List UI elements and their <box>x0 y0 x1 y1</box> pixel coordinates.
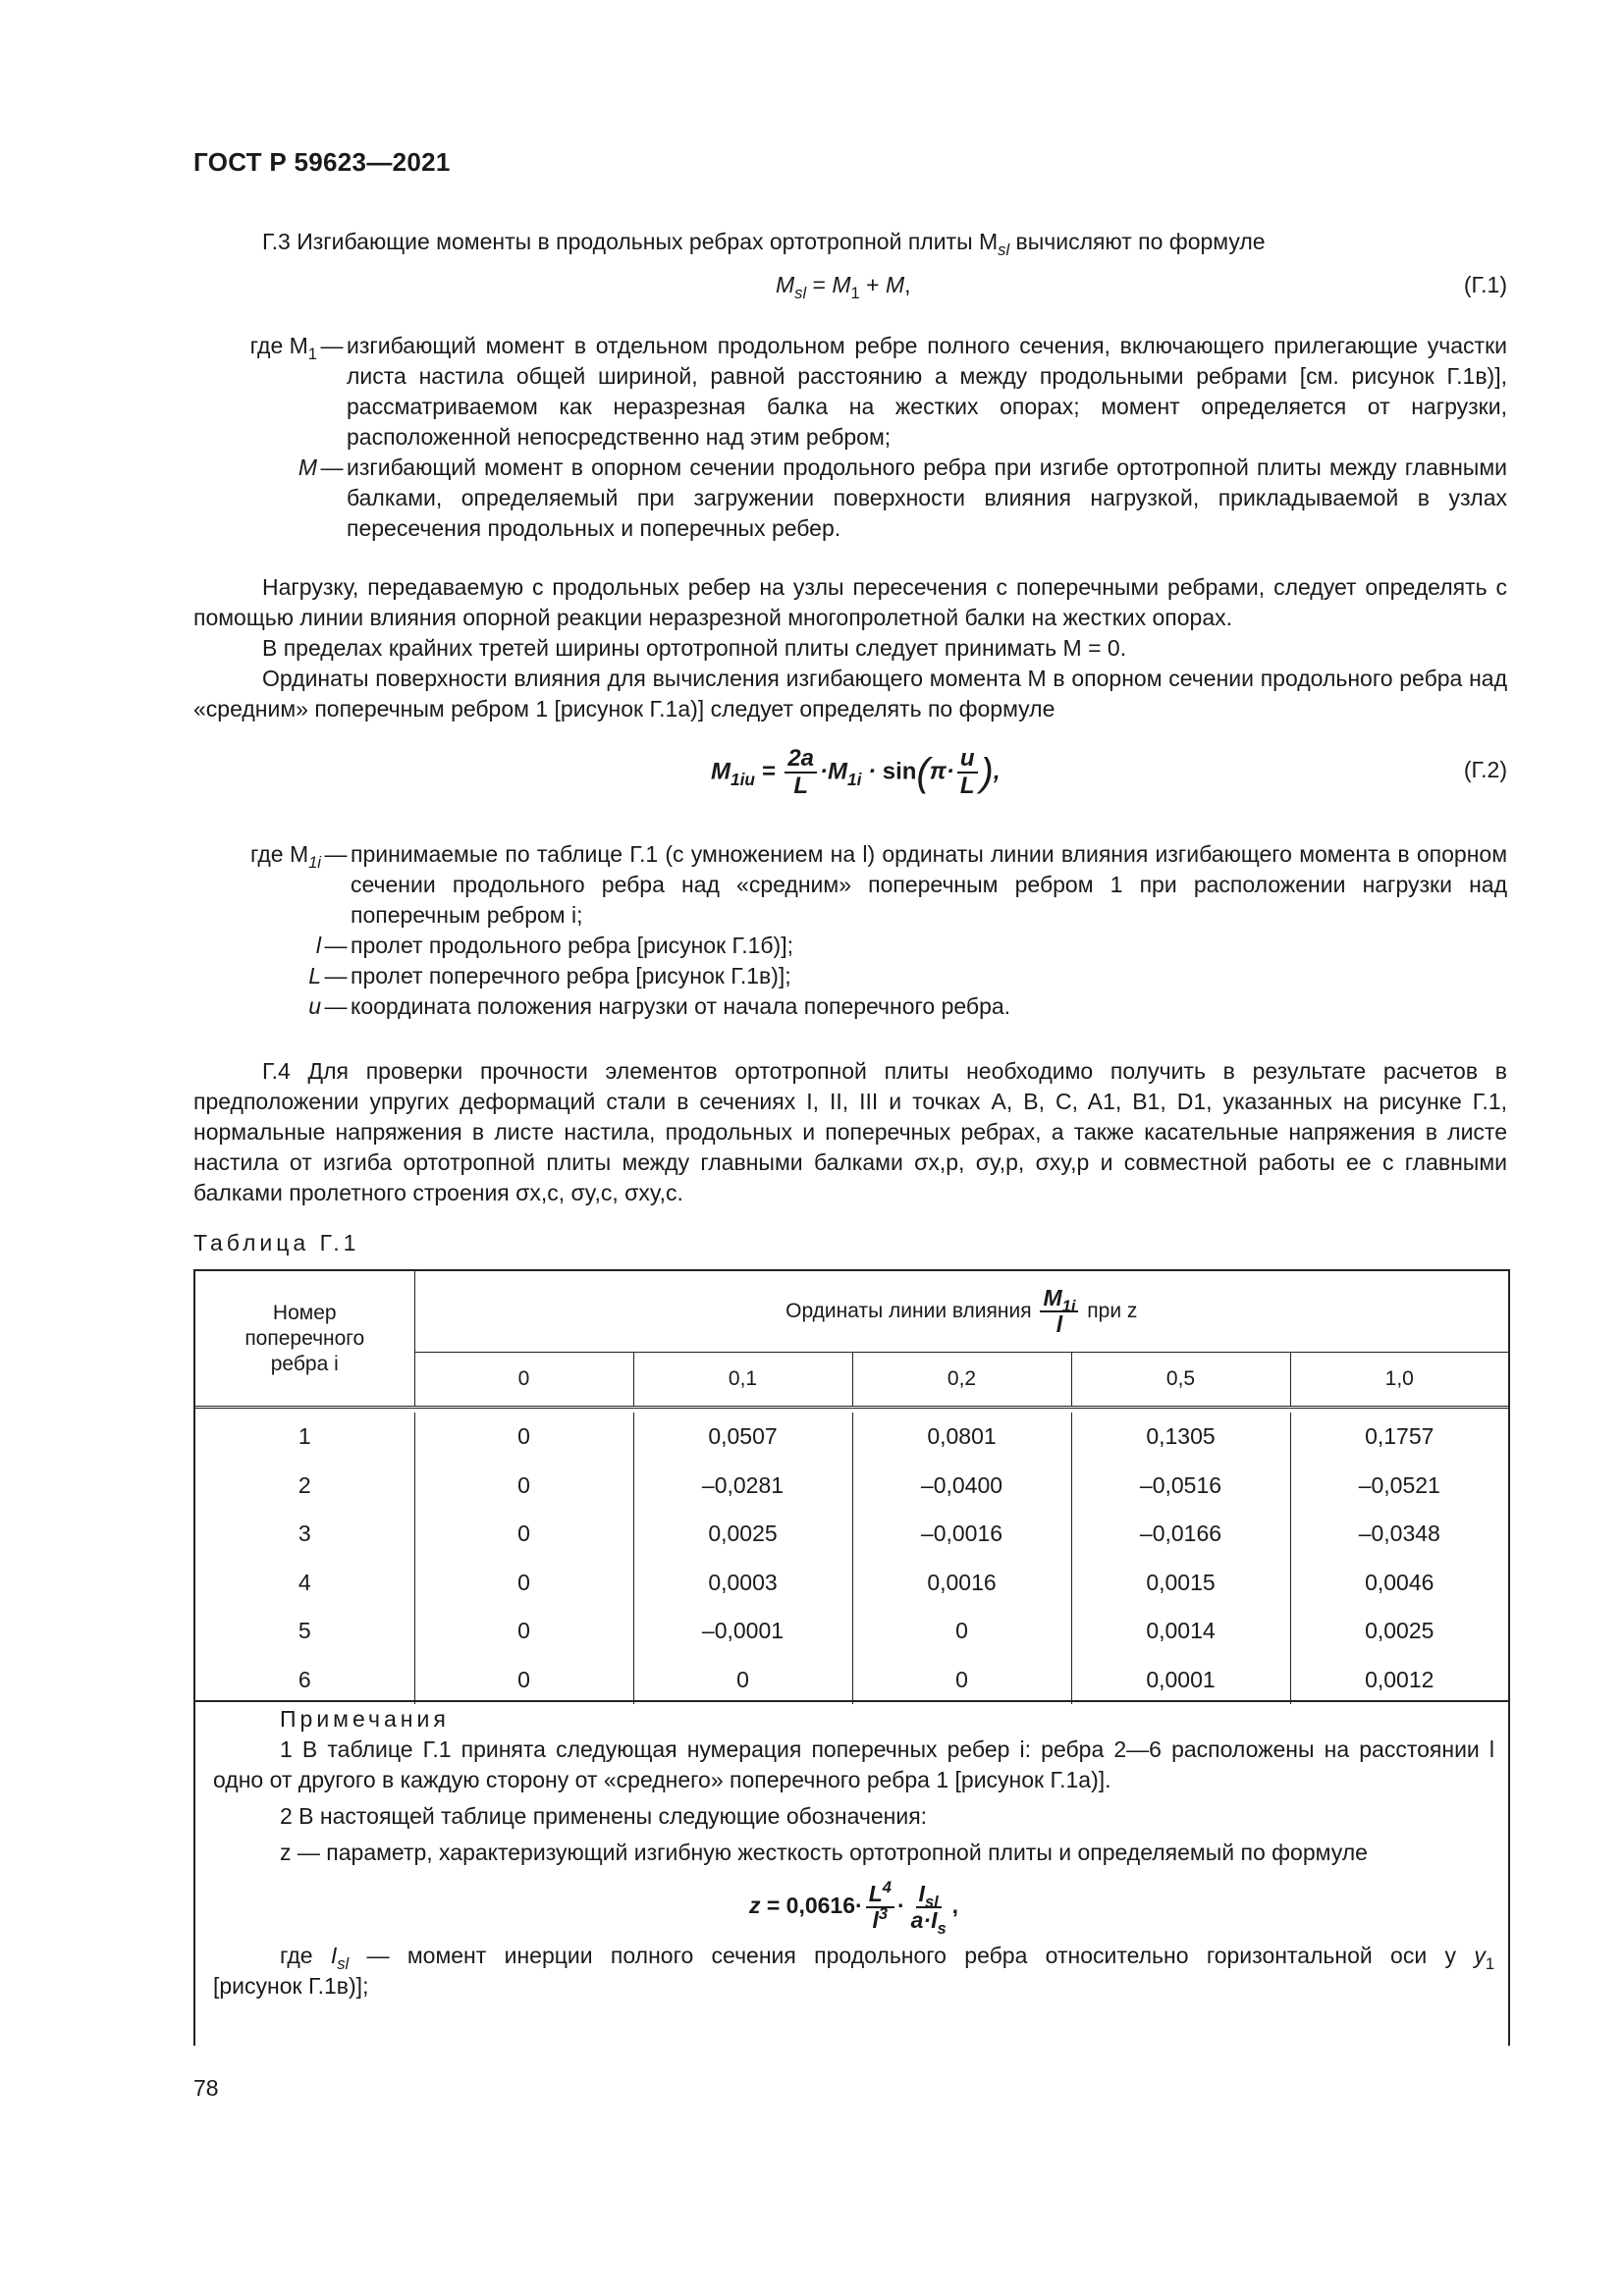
definition-text: пролет поперечного ребра [рисунок Г.1в)]; <box>351 963 791 988</box>
table-cell: 0 <box>852 1607 1071 1656</box>
table-cell: 0,0003 <box>633 1559 852 1608</box>
table-row <box>195 1607 1508 1656</box>
definition-text: координата положения нагрузки от начала поперечного ребра. <box>351 993 1011 1019</box>
table-cell: 0,0015 <box>1071 1559 1290 1608</box>
note-isl-definition-tail: [рисунок Г.1в)]; <box>213 1973 369 1999</box>
table-header-rib-number: Номер поперечного ребра i <box>195 1271 414 1408</box>
table-cell: 0 <box>852 1656 1071 1705</box>
notes-title: Примечания <box>280 1706 450 1732</box>
formula-g2: $M_{1iu}$ = $\frac{2a}{L}$ $\cdot M_{1i} \cdot \sin(\pi\cdot$ $\frac{u}{L}$ ), <box>711 745 1001 800</box>
table-cell: 1 <box>195 1413 414 1462</box>
table-cell: 0 <box>414 1607 633 1656</box>
section-g3-intro: Г.3 Изгибающие моменты в продольных ребрах ортотропной плиты $M_{sl}$ вычисляют по формуле <box>262 229 1266 259</box>
definition-symbol: где $M_{1i}$ <box>249 841 321 872</box>
table-cell: –0,0516 <box>1071 1462 1290 1511</box>
table-header-z-col: 0,5 <box>1071 1353 1290 1408</box>
definition-text: изгибающий момент в опорном сечении продольного ребра при изгибе ортотропной плиты между главными балками, определяемый при загружении поверхности влияния нагрузкой, прикладываемой в узлах пересечения продольных и поперечных ребер. <box>347 454 1507 541</box>
definition-symbol: u <box>308 993 321 1019</box>
table-cell: –0,0521 <box>1358 1471 1440 1498</box>
definition-list-g2 <box>193 839 1507 1022</box>
definition-symbol: L <box>308 963 321 988</box>
definition-list-g1 <box>193 331 1507 544</box>
table-cell: 0,0016 <box>852 1559 1071 1608</box>
definition-item: l — пролет продольного ребра [рисунок Г.1б)]; <box>193 931 1507 961</box>
definition-symbol: где $M_1$ <box>249 333 317 363</box>
table-cell: 0 <box>414 1559 633 1608</box>
table-cell: 6 <box>195 1656 414 1705</box>
table-cell: 0 <box>633 1656 852 1705</box>
table-cell: 0,0507 <box>633 1413 852 1462</box>
table-cell: 5 <box>195 1607 414 1656</box>
table-g1 <box>193 1269 1510 2046</box>
table-cell: 0,1757 <box>1365 1423 1435 1450</box>
table-cell: 0,0012 <box>1365 1666 1435 1692</box>
table-row <box>195 1510 1508 1559</box>
section-g4-paragraph: Г.4 Для проверки прочности элементов ортотропной плиты необходимо получить в результате расчетов в предположении упругих деформаций стали в сечениях I, II, III и точках A, B, C, A1, B1, D1, указанных на рисунке Г.1, нормальные напряжения в листе настила, продольных и поперечных ребрах, а также касательные напряжения в листе настила от изгиба ортотропной плиты между главными балками σx,p, σy,p, σxy,p и совместной работы ее с главными балками пролетного строения σx,c, σy,c, σxy,c. <box>193 1058 1507 1205</box>
table-cell: 0 <box>414 1656 633 1705</box>
equation-number-g2: (Г.2) <box>1463 757 1507 782</box>
definition-text: принимаемые по таблице Г.1 (с умножением на l) ординаты линии влияния изгибающего момента в опорном сечении продольного ребра над «средним» поперечным ребром 1 при расположении нагрузки над поперечным ребром i; <box>351 841 1507 928</box>
table-title: Таблица Г.1 <box>193 1230 360 1255</box>
table-header-z-col: 0,1 <box>633 1353 852 1408</box>
table-row <box>195 1462 1508 1511</box>
note-z-definition: z — параметр, характеризующий изгибную жесткость ортотропной плиты и определяемый по формуле <box>280 1840 1368 1865</box>
table-cell: 0 <box>414 1462 633 1511</box>
definition-text: пролет продольного ребра [рисунок Г.1б)]; <box>351 933 793 958</box>
table-cell: 0,0014 <box>1071 1607 1290 1656</box>
formula-z: z = 0,0616· $\frac{L^4}{l^3}$ · $\frac{I_{sl}}{a\cdot I_s}$ , <box>748 1877 959 1938</box>
table-row <box>195 1559 1508 1608</box>
table-header-z-col: 0 <box>414 1353 633 1408</box>
table-cell: 2 <box>195 1462 414 1511</box>
definition-symbol: l <box>315 933 321 958</box>
note-2: 2 В настоящей таблице применены следующие обозначения: <box>280 1803 928 1829</box>
formula-g1: $M_{sl} = M_1 + M$, <box>776 272 911 302</box>
table-cell: –0,0281 <box>633 1462 852 1511</box>
definition-item: M — изгибающий момент в опорном сечении продольного ребра при изгибе ортотропной плиты между главными балками, определяемый при загружении поверхности влияния нагрузкой, прикладываемой в узлах пересечения продольных и поперечных ребер. <box>193 453 1507 544</box>
table-cell: –0,0001 <box>633 1607 852 1656</box>
table-row <box>195 1656 1508 1705</box>
definition-text: изгибающий момент в отдельном продольном ребре полного сечения, включающего прилегающие участки листа настила общей шириной, равной расстоянию a между продольными ребрами [см. рисунок Г.1в)], рассматриваемом как неразрезная балка на жестких опорах; момент определяется от нагрузки, расположенной непосредственно над этим ребром; <box>347 333 1507 450</box>
definition-item: u — координата положения нагрузки от начала поперечного ребра. <box>193 991 1507 1022</box>
definition-item: где $M_1$ — изгибающий момент в отдельном продольном ребре полного сечения, включающего прилегающие участки листа настила общей шириной, равной расстоянию a между продольными ребрами [см. рисунок Г.1в)], рассматриваемом как неразрезная балка на жестких опорах; момент определяется от нагрузки, расположенной непосредственно над этим ребром; <box>193 331 1507 453</box>
paragraph-outer-thirds: В пределах крайних третей ширины ортотропной плиты следует принимать M = 0. <box>262 635 1127 661</box>
paragraph-ordinates: Ординаты поверхности влияния для вычисления изгибающего момента M в опорном сечении продольного ребра над «средним» поперечным ребром 1 [рисунок Г.1а)] следует определять по формуле <box>193 666 1507 721</box>
table-cell: –0,0400 <box>852 1462 1071 1511</box>
definition-symbol: M <box>298 454 317 480</box>
page-number: 78 <box>193 2075 219 2101</box>
table-cell: 0,0025 <box>633 1510 852 1559</box>
table-header-z-col: 0,2 <box>852 1353 1071 1408</box>
table-cell: –0,0348 <box>1358 1521 1440 1547</box>
table-g1-grid <box>195 1271 1508 1704</box>
table-cell: 0,1305 <box>1071 1413 1290 1462</box>
table-cell: 3 <box>195 1510 414 1559</box>
equation-number-g1: (Г.1) <box>1463 272 1507 297</box>
note-isl-definition: где $I_{sl}$ — момент инерции полного сечения продольного ребра относительно горизонтальной оси y $y_1$ <box>280 1943 1495 1973</box>
table-cell: –0,0166 <box>1071 1510 1290 1559</box>
table-cell: 0 <box>414 1413 633 1462</box>
table-cell: 4 <box>195 1559 414 1608</box>
definition-item: L — пролет поперечного ребра [рисунок Г.1в)]; <box>193 961 1507 991</box>
table-cell: 0,0801 <box>852 1413 1071 1462</box>
table-cell: –0,0016 <box>852 1510 1071 1559</box>
note-1: 1 В таблице Г.1 принята следующая нумерация поперечных ребер i: ребра 2—6 расположены на расстоянии l одно от другого в каждую сторону от «среднего» поперечного ребра 1 [рисунок Г.1а)]. <box>213 1736 1494 1792</box>
table-notes <box>195 1700 1508 2002</box>
table-cell: 0,0001 <box>1071 1656 1290 1705</box>
table-cell: 0,0025 <box>1365 1618 1435 1644</box>
table-cell: 0 <box>414 1510 633 1559</box>
table-header-ordinates: Ординаты линии влияния $\frac{M_{1i}}{l}$ при z <box>414 1271 1508 1353</box>
definition-item: где $M_{1i}$ — принимаемые по таблице Г.1 (с умножением на l) ординаты линии влияния изгибающего момента в опорном сечении продольного ребра над «средним» поперечным ребром 1 при расположении нагрузки над поперечным ребром i; <box>193 839 1507 931</box>
document-code: ГОСТ Р 59623—2021 <box>193 147 451 177</box>
table-row <box>195 1413 1508 1462</box>
paragraph-load-transfer: Нагрузку, передаваемую с продольных ребер на узлы пересечения с поперечными ребрами, следует определять с помощью линии влияния опорной реакции неразрезной многопролетной балки на жестких опорах. <box>193 574 1507 630</box>
table-header-z-col: 1,0 <box>1290 1353 1508 1408</box>
table-cell: 0,0046 <box>1365 1569 1435 1595</box>
